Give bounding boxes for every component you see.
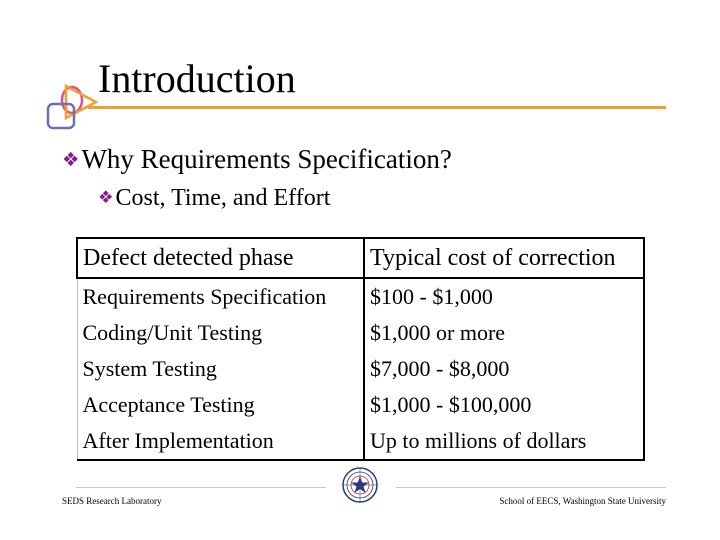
footer-university-name: School of EECS, Washington State University <box>499 496 666 506</box>
table-cell-phase: Requirements Specification <box>77 278 364 315</box>
bullet-level1 <box>62 142 452 177</box>
bullet-level1-text: Why Requirements Specification? <box>81 144 452 174</box>
table-cell-phase: Acceptance Testing <box>77 387 364 423</box>
table-row <box>77 278 644 315</box>
bullet-level2 <box>98 182 330 214</box>
footer-lab-name: SEDS Research Laboratory <box>62 496 162 506</box>
diamond-bullet-icon: ❖ <box>62 148 80 171</box>
table-header-cell: Typical cost of correction <box>364 238 644 278</box>
bullet-level2-text: Cost, Time, and Effort <box>115 185 331 211</box>
table-cell-cost: $100 - $1,000 <box>364 278 644 315</box>
table-cell-cost: $1,000 - $100,000 <box>364 387 644 423</box>
table-cell-cost: Up to millions of dollars <box>364 423 644 460</box>
slide-title: Introduction <box>98 56 296 101</box>
table-header-row <box>77 238 644 278</box>
table-row <box>77 351 644 387</box>
table-cell-cost: $7,000 - $8,000 <box>364 351 644 387</box>
footer-rule-right <box>396 487 666 488</box>
diamond-bullet-icon: ❖ <box>98 188 114 208</box>
cost-table <box>76 237 645 461</box>
title-underline <box>88 106 666 109</box>
footer-rule-left <box>76 487 326 488</box>
table-header-cell: Defect detected phase <box>77 238 364 278</box>
table-cell-phase: Coding/Unit Testing <box>77 315 364 351</box>
table-cell-phase: System Testing <box>77 351 364 387</box>
table-cell-cost: $1,000 or more <box>364 315 644 351</box>
table-row <box>77 387 644 423</box>
table-row <box>77 315 644 351</box>
table-row <box>77 423 644 460</box>
table-cell-phase: After Implementation <box>77 423 364 460</box>
university-seal-icon <box>341 466 379 504</box>
